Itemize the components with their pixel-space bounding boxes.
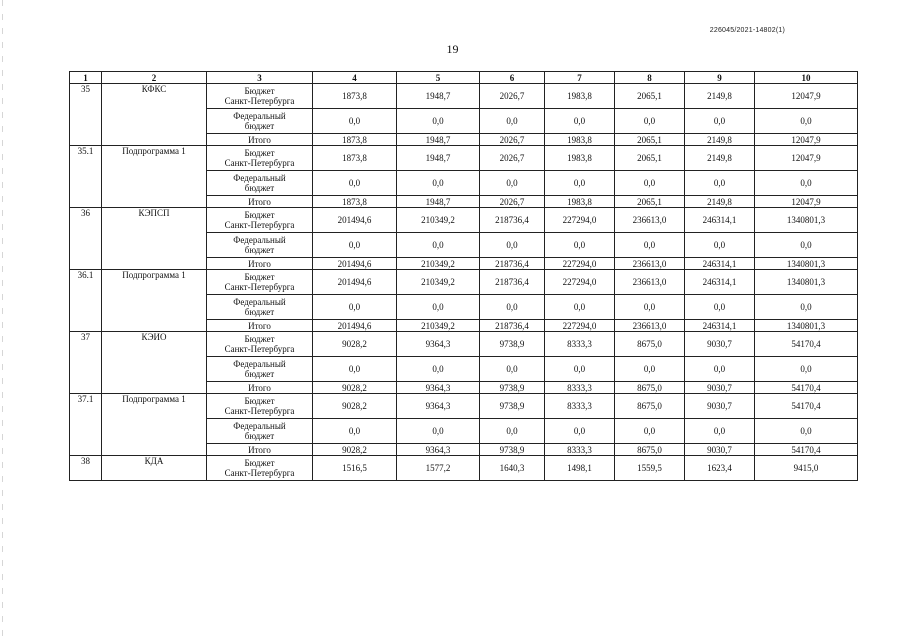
- value-cell: 0,0: [545, 109, 615, 134]
- value-cell: 8333,3: [545, 332, 615, 357]
- value-cell: 54170,4: [755, 332, 858, 357]
- value-cell: 0,0: [615, 109, 685, 134]
- funding-source: Бюджет Санкт-Петербурга: [207, 84, 313, 109]
- value-cell: 227294,0: [545, 270, 615, 295]
- value-cell: 0,0: [615, 419, 685, 444]
- value-cell: 2065,1: [615, 196, 685, 208]
- value-cell: 0,0: [397, 295, 480, 320]
- value-cell: 9738,9: [480, 332, 545, 357]
- value-cell: 0,0: [755, 109, 858, 134]
- value-cell: 2149,8: [685, 84, 755, 109]
- value-cell: 2026,7: [480, 134, 545, 146]
- document-id: 226045/2021-14802(1): [709, 27, 785, 34]
- value-cell: 8333,3: [545, 444, 615, 456]
- funding-source: Федеральный бюджет: [207, 109, 313, 134]
- value-cell: 0,0: [685, 171, 755, 196]
- responsible-executor: Подпрограмма 1: [102, 270, 207, 332]
- value-cell: 0,0: [755, 295, 858, 320]
- value-cell: 8675,0: [615, 382, 685, 394]
- value-cell: 2026,7: [480, 84, 545, 109]
- value-cell: 236613,0: [615, 208, 685, 233]
- value-cell: 0,0: [480, 357, 545, 382]
- value-cell: 8675,0: [615, 444, 685, 456]
- value-cell: 8333,3: [545, 394, 615, 419]
- table-row: [70, 456, 858, 481]
- value-cell: 0,0: [397, 419, 480, 444]
- value-cell: 1873,8: [313, 134, 397, 146]
- funding-source: Бюджет Санкт-Петербурга: [207, 332, 313, 357]
- page-number: 19: [446, 42, 459, 56]
- value-cell: 12047,9: [755, 84, 858, 109]
- value-cell: 9028,2: [313, 394, 397, 419]
- value-cell: 0,0: [397, 233, 480, 258]
- value-cell: 0,0: [313, 295, 397, 320]
- value-cell: 0,0: [545, 171, 615, 196]
- value-cell: 0,0: [615, 357, 685, 382]
- row-number: 35.1: [70, 146, 102, 208]
- responsible-executor: КДА: [102, 456, 207, 481]
- value-cell: 227294,0: [545, 258, 615, 270]
- value-cell: 218736,4: [480, 208, 545, 233]
- value-cell: 236613,0: [615, 320, 685, 332]
- responsible-executor: КЭПСП: [102, 208, 207, 270]
- value-cell: 2026,7: [480, 196, 545, 208]
- value-cell: 1873,8: [313, 196, 397, 208]
- value-cell: 2149,8: [685, 196, 755, 208]
- value-cell: 0,0: [545, 357, 615, 382]
- value-cell: 1873,8: [313, 84, 397, 109]
- funding-source: Итого: [207, 382, 313, 394]
- value-cell: 0,0: [545, 295, 615, 320]
- value-cell: 1983,8: [545, 84, 615, 109]
- value-cell: 9364,3: [397, 394, 480, 419]
- value-cell: 0,0: [480, 233, 545, 258]
- funding-source: Бюджет Санкт-Петербурга: [207, 146, 313, 171]
- header-row: [70, 72, 858, 84]
- table-row: [70, 208, 858, 233]
- value-cell: 9028,2: [313, 444, 397, 456]
- value-cell: 9364,3: [397, 444, 480, 456]
- value-cell: 9415,0: [755, 456, 858, 481]
- value-cell: 227294,0: [545, 320, 615, 332]
- value-cell: 210349,2: [397, 258, 480, 270]
- column-header-5: 5: [397, 72, 480, 84]
- responsible-executor: Подпрограмма 1: [102, 146, 207, 208]
- value-cell: 1948,7: [397, 134, 480, 146]
- value-cell: 8675,0: [615, 332, 685, 357]
- value-cell: 0,0: [397, 109, 480, 134]
- value-cell: 210349,2: [397, 208, 480, 233]
- value-cell: 201494,6: [313, 208, 397, 233]
- row-number: 35: [70, 84, 102, 146]
- value-cell: 0,0: [755, 357, 858, 382]
- responsible-executor: Подпрограмма 1: [102, 394, 207, 456]
- value-cell: 1623,4: [685, 456, 755, 481]
- column-header-2: 2: [102, 72, 207, 84]
- value-cell: 210349,2: [397, 270, 480, 295]
- value-cell: 2065,1: [615, 84, 685, 109]
- value-cell: 0,0: [313, 171, 397, 196]
- column-header-4: 4: [313, 72, 397, 84]
- value-cell: 12047,9: [755, 134, 858, 146]
- value-cell: 1873,8: [313, 146, 397, 171]
- value-cell: 227294,0: [545, 208, 615, 233]
- funding-source: Итого: [207, 196, 313, 208]
- value-cell: 201494,6: [313, 320, 397, 332]
- value-cell: 1948,7: [397, 84, 480, 109]
- value-cell: 1983,8: [545, 146, 615, 171]
- value-cell: 0,0: [480, 109, 545, 134]
- value-cell: 1498,1: [545, 456, 615, 481]
- responsible-executor: КЭИО: [102, 332, 207, 394]
- funding-source: Итого: [207, 444, 313, 456]
- responsible-executor: КФКС: [102, 84, 207, 146]
- table-row: [70, 270, 858, 295]
- value-cell: 2065,1: [615, 134, 685, 146]
- value-cell: 246314,1: [685, 208, 755, 233]
- value-cell: 201494,6: [313, 258, 397, 270]
- funding-source: Федеральный бюджет: [207, 419, 313, 444]
- value-cell: 1640,3: [480, 456, 545, 481]
- column-header-8: 8: [615, 72, 685, 84]
- value-cell: 2026,7: [480, 146, 545, 171]
- table-row: [70, 332, 858, 357]
- value-cell: 246314,1: [685, 270, 755, 295]
- row-number: 37: [70, 332, 102, 394]
- table-row: [70, 394, 858, 419]
- funding-source: Бюджет Санкт-Петербурга: [207, 270, 313, 295]
- row-number: 37.1: [70, 394, 102, 456]
- value-cell: 1948,7: [397, 196, 480, 208]
- value-cell: 218736,4: [480, 270, 545, 295]
- value-cell: 54170,4: [755, 444, 858, 456]
- value-cell: 9364,3: [397, 382, 480, 394]
- value-cell: 9028,2: [313, 382, 397, 394]
- value-cell: 0,0: [480, 295, 545, 320]
- value-cell: 9028,2: [313, 332, 397, 357]
- funding-source: Бюджет Санкт-Петербурга: [207, 456, 313, 481]
- value-cell: 54170,4: [755, 394, 858, 419]
- column-header-3: 3: [207, 72, 313, 84]
- value-cell: 1340801,3: [755, 320, 858, 332]
- column-header-10: 10: [755, 72, 858, 84]
- value-cell: 9364,3: [397, 332, 480, 357]
- value-cell: 0,0: [615, 171, 685, 196]
- value-cell: 246314,1: [685, 320, 755, 332]
- value-cell: 12047,9: [755, 146, 858, 171]
- funding-source: Бюджет Санкт-Петербурга: [207, 394, 313, 419]
- value-cell: 9030,7: [685, 444, 755, 456]
- value-cell: 0,0: [545, 419, 615, 444]
- budget-table: [69, 71, 858, 481]
- value-cell: 0,0: [313, 233, 397, 258]
- value-cell: 2065,1: [615, 146, 685, 171]
- value-cell: 0,0: [755, 233, 858, 258]
- value-cell: 0,0: [755, 419, 858, 444]
- value-cell: 1948,7: [397, 146, 480, 171]
- value-cell: 0,0: [755, 171, 858, 196]
- value-cell: 236613,0: [615, 258, 685, 270]
- value-cell: 0,0: [545, 233, 615, 258]
- value-cell: 9030,7: [685, 382, 755, 394]
- value-cell: 12047,9: [755, 196, 858, 208]
- value-cell: 210349,2: [397, 320, 480, 332]
- value-cell: 8675,0: [615, 394, 685, 419]
- column-header-9: 9: [685, 72, 755, 84]
- value-cell: 2149,8: [685, 134, 755, 146]
- funding-source: Итого: [207, 320, 313, 332]
- value-cell: 0,0: [615, 295, 685, 320]
- row-number: 36.1: [70, 270, 102, 332]
- value-cell: 0,0: [685, 233, 755, 258]
- value-cell: 0,0: [313, 419, 397, 444]
- funding-source: Федеральный бюджет: [207, 171, 313, 196]
- value-cell: 9030,7: [685, 332, 755, 357]
- value-cell: 0,0: [480, 419, 545, 444]
- value-cell: 246314,1: [685, 258, 755, 270]
- funding-source: Итого: [207, 134, 313, 146]
- value-cell: 236613,0: [615, 270, 685, 295]
- value-cell: 1516,5: [313, 456, 397, 481]
- value-cell: 0,0: [313, 357, 397, 382]
- value-cell: 9738,9: [480, 382, 545, 394]
- row-number: 36: [70, 208, 102, 270]
- value-cell: 201494,6: [313, 270, 397, 295]
- value-cell: 0,0: [685, 109, 755, 134]
- value-cell: 218736,4: [480, 258, 545, 270]
- column-header-7: 7: [545, 72, 615, 84]
- value-cell: 1577,2: [397, 456, 480, 481]
- value-cell: 0,0: [615, 233, 685, 258]
- value-cell: 1983,8: [545, 196, 615, 208]
- value-cell: 1983,8: [545, 134, 615, 146]
- value-cell: 0,0: [313, 109, 397, 134]
- value-cell: 0,0: [480, 171, 545, 196]
- column-header-6: 6: [480, 72, 545, 84]
- value-cell: 1340801,3: [755, 258, 858, 270]
- value-cell: 54170,4: [755, 382, 858, 394]
- funding-source: Федеральный бюджет: [207, 233, 313, 258]
- value-cell: 0,0: [685, 357, 755, 382]
- table-row: [70, 84, 858, 109]
- row-number: 38: [70, 456, 102, 481]
- table-row: [70, 146, 858, 171]
- value-cell: 0,0: [685, 295, 755, 320]
- value-cell: 2149,8: [685, 146, 755, 171]
- column-header-1: 1: [70, 72, 102, 84]
- value-cell: 9738,9: [480, 444, 545, 456]
- funding-source: Итого: [207, 258, 313, 270]
- value-cell: 0,0: [685, 419, 755, 444]
- value-cell: 218736,4: [480, 320, 545, 332]
- scan-edge: [2, 0, 3, 640]
- value-cell: 1340801,3: [755, 208, 858, 233]
- value-cell: 0,0: [397, 357, 480, 382]
- funding-source: Федеральный бюджет: [207, 295, 313, 320]
- value-cell: 9738,9: [480, 394, 545, 419]
- value-cell: 1559,5: [615, 456, 685, 481]
- value-cell: 0,0: [397, 171, 480, 196]
- value-cell: 9030,7: [685, 394, 755, 419]
- value-cell: 8333,3: [545, 382, 615, 394]
- value-cell: 1340801,3: [755, 270, 858, 295]
- funding-source: Бюджет Санкт-Петербурга: [207, 208, 313, 233]
- funding-source: Федеральный бюджет: [207, 357, 313, 382]
